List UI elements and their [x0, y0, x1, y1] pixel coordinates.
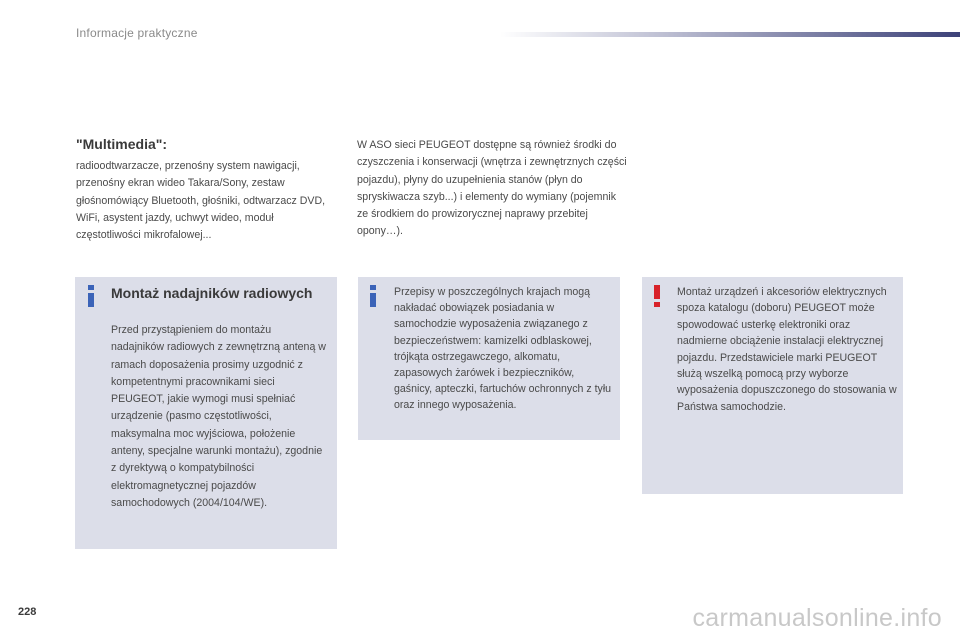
multimedia-text: radioodtwarzacze, przenośny system nawigacji, przenośny ekran wideo Takara/Sony, zestaw głośnomówiący Bluetooth, głośniki, odtwarzacz DVD, WiFi, asystent jazdy, uchwyt wideo, moduł częstotliwości mikrofalowej...	[76, 160, 326, 242]
exclamation-icon	[654, 285, 660, 307]
radio-box-text: Przed przystąpieniem do montażu nadajników radiowych z zewnętrzną anteną w ramach doposażenia prosimy uzgodnić z kompetentnymi pracownikami sieci PEUGEOT, jakie wymogi musi spełniać urządzenie (pasmo częstotliwości, maksymalna moc wyjściowa, położenie anteny, specjalne warunki montażu), zgodnie z dyrektywą o kompatybilności elektromagnetycznej pojazdów samochodowych (2004/104/WE).	[111, 324, 326, 509]
header-decorative-bar	[500, 32, 960, 37]
page-header-title: Informacje praktyczne	[76, 26, 198, 40]
info-icon	[370, 285, 376, 307]
warning-box-text: Montaż urządzeń i akcesoriów elektrycznych spoza katalogu (doboru) PEUGEOT może spowodować usterkę elektroniki oraz nadmierne obciążenie instalacji elektrycznej pojazdu. Przedstawiciele marki PEUGEOT służą wszelką pomocą przy wyborze wyposażenia dopuszczonego do stosowania w Państwa samochodzie.	[677, 286, 897, 413]
aso-text: W ASO sieci PEUGEOT dostępne są również środki do czyszczenia i konserwacji (wnętrza i zewnętrznych części pojazdu), płyny do uzupełnienia stanów (płyn do spryskiwacza szyb...) i elementy do wymiany (pojemnik ze środkiem do prowizorycznej naprawy przebitej opony…).	[357, 139, 627, 238]
info-icon	[88, 285, 94, 307]
watermark: carmanualsonline.info	[692, 604, 942, 632]
radio-box-title: Montaż nadajników radiowych	[111, 285, 313, 301]
multimedia-title: "Multimedia":	[76, 136, 168, 152]
page-number: 228	[18, 606, 37, 618]
rules-box-text: Przepisy w poszczególnych krajach mogą nakładać obowiązek posiadania w samochodzie wyposażenia związanego z bezpieczeństwem: kamizelki odblaskowej, trójkąta ostrzegawczego, alkomatu, zapasowych żarówek i bezpieczników, gaśnicy, apteczki, fartuchów ochronnych z tyłu oraz innego wyposażenia.	[394, 286, 612, 412]
